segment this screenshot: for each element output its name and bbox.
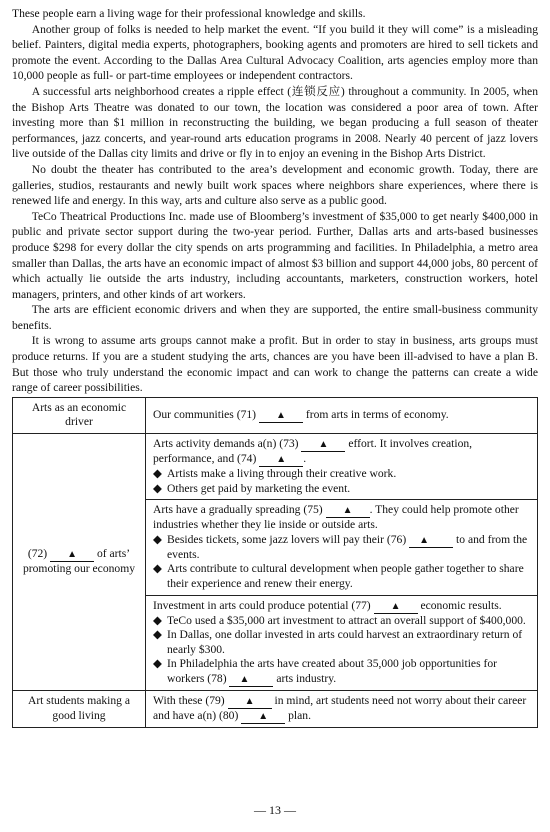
list-item: ◆ Artists make a living through their creative work. [153, 467, 397, 481]
answer-blank-71[interactable] [259, 409, 303, 423]
row-content: Arts activity demands a(n) (73) ▲ effort. It involves creation, performance, and (74) ▲ . ◆ Artists make a living through their creative work. ◆ Others get paid by marketing the event. [146, 434, 538, 500]
row-heading: (72) ▲ of arts’ promoting our economy [13, 434, 146, 691]
paragraph: It is wrong to assume arts groups cannot make a profit. But in order to stay in business, arts groups must produce returns. If you are a student studying the arts, chances are you have been ill-advised to have a plan B. But those who truly understand the economic impact and can work to change the patterns can create a wide range of career possibilities. [12, 334, 538, 395]
triangle-icon: ▲ [67, 549, 78, 561]
answer-blank-72[interactable] [50, 548, 94, 562]
diamond-bullet-icon: ◆ [153, 532, 162, 546]
paragraph: These people earn a living wage for their professional knowledge and skills. [12, 7, 366, 20]
diamond-bullet-icon: ◆ [153, 613, 162, 627]
row-heading: Arts as an economic driver [13, 397, 146, 433]
answer-blank-74[interactable] [259, 453, 303, 467]
diamond-bullet-icon: ◆ [153, 562, 162, 576]
row-content: Arts have a gradually spreading (75) ▲ . They could help promote other industries whether they lie inside or outside arts. ◆ Besides tickets, some jazz lovers will pay their (76) ▲ to and from the events. ◆ Arts contribute to cultural development when people gather together to share their experience and renew their energy. [146, 500, 538, 595]
row-heading: Art students making a good living [13, 690, 146, 727]
answer-blank-78[interactable] [229, 673, 273, 687]
list-item: ◆ In Dallas, one dollar invested in arts could harvest an extraordinary return of nearly $300. [153, 628, 523, 656]
paragraph: Another group of folks is needed to help market the event. “If you build it they will come” is a misleading belief. Painters, digital media experts, photographers, booking agents and promoters are hired to sell tickets and promote the event. According to the Dallas Area Cultural Advocacy Coalition, arts agencies employ more than 10,000 people as full- or part-time employees or independent contractors. [12, 22, 538, 83]
answer-blank-75[interactable] [326, 504, 370, 518]
diamond-bullet-icon: ◆ [153, 657, 162, 671]
triangle-icon: ▲ [258, 710, 269, 722]
triangle-icon: ▲ [276, 454, 287, 466]
answer-blank-79[interactable] [228, 695, 272, 709]
triangle-icon: ▲ [239, 673, 250, 685]
paragraph: TeCo Theatrical Productions Inc. made use of Bloomberg’s investment of $35,000 to get nearly $400,000 in public and private sector support during the two-year period. Further, Dallas arts and arts-based businesses produce $298 for every dollar the city spends on arts programming and facilities. In Philadelphia, a metro area smaller than Dallas, the arts have an economic impact of almost $3 billion and support 44,000 jobs, 80 percent of which actually lie outside the arts industry, including accountants, marketers, construction workers, hotel managers, printers, and other kinds of art workers. [12, 209, 538, 301]
paragraph: No doubt the theater has contributed to the area’s development and economic growth. Today, there are galleries, studios, restaurants and newly built work spaces where neighbors share experiences, where there is renewed life and energy. In this way, arts and culture also serve as a public good. [12, 162, 538, 208]
table-row [13, 397, 538, 433]
list-item: ◆ Arts contribute to cultural development when people gather together to share their experience and renew their energy. [153, 562, 524, 590]
table-row [13, 690, 538, 727]
triangle-icon: ▲ [318, 439, 329, 451]
list-item: ◆ In Philadelphia the arts have created about 35,000 job opportunities for workers (78) ▲ arts industry. [153, 657, 498, 685]
list-item: ◆ Besides tickets, some jazz lovers will pay their (76) ▲ to and from the events. [153, 532, 528, 561]
answer-blank-80[interactable] [241, 710, 285, 724]
answer-blank-77[interactable] [374, 600, 418, 614]
triangle-icon: ▲ [342, 505, 353, 517]
list-item: ◆ TeCo used a $35,000 art investment to attract an overall support of $400,000. [153, 613, 526, 627]
outline-table [12, 397, 538, 728]
page-number: — 13 — [254, 803, 296, 817]
paragraph: A successful arts neighborhood creates a ripple effect (连锁反应) throughout a community. In 2005, when the Bishop Arts Theatre was donated to our town, the location was considered a poor area of town. After investing more than $1 million in reconstructing the building, we began producing a full season of theater performances, jazz concerts, and year-round arts education programs in 2008. Nearly 40 percent of jazz lovers live outside of the Dallas city limits and drive or fly in to enjoy an evening in the Bishop Arts District. [12, 84, 538, 161]
answer-blank-73[interactable] [301, 438, 345, 452]
list-item: ◆ Others get paid by marketing the event. [153, 481, 351, 495]
diamond-bullet-icon: ◆ [153, 467, 162, 481]
triangle-icon: ▲ [419, 534, 430, 546]
row-content: Investment in arts could produce potential (77) ▲ economic results. ◆ TeCo used a $35,000 art investment to attract an overall support of $400,000. ◆ In Dallas, one dollar invested in arts could harvest an extraordinary return of nearly $300. ◆ In Philadelphia the arts have created about 35,000 job opportunities for workers (78) ▲ arts industry. [146, 595, 538, 690]
triangle-icon: ▲ [276, 409, 286, 421]
table-row [13, 434, 538, 500]
page [12, 6, 538, 728]
passage [12, 6, 538, 396]
diamond-bullet-icon: ◆ [153, 481, 162, 495]
triangle-icon: ▲ [390, 600, 401, 612]
diamond-bullet-icon: ◆ [153, 628, 162, 642]
row-content: With these (79) ▲ in mind, art students need not worry about their career and have a(n) (80) ▲ plan. [146, 690, 538, 727]
triangle-icon: ▲ [244, 695, 255, 707]
paragraph: The arts are efficient economic drivers and when they are supported, the entire small-business community benefits. [12, 303, 538, 332]
row-content: Our communities (71) ▲ from arts in terms of economy. [146, 397, 538, 433]
answer-blank-76[interactable] [409, 534, 453, 548]
